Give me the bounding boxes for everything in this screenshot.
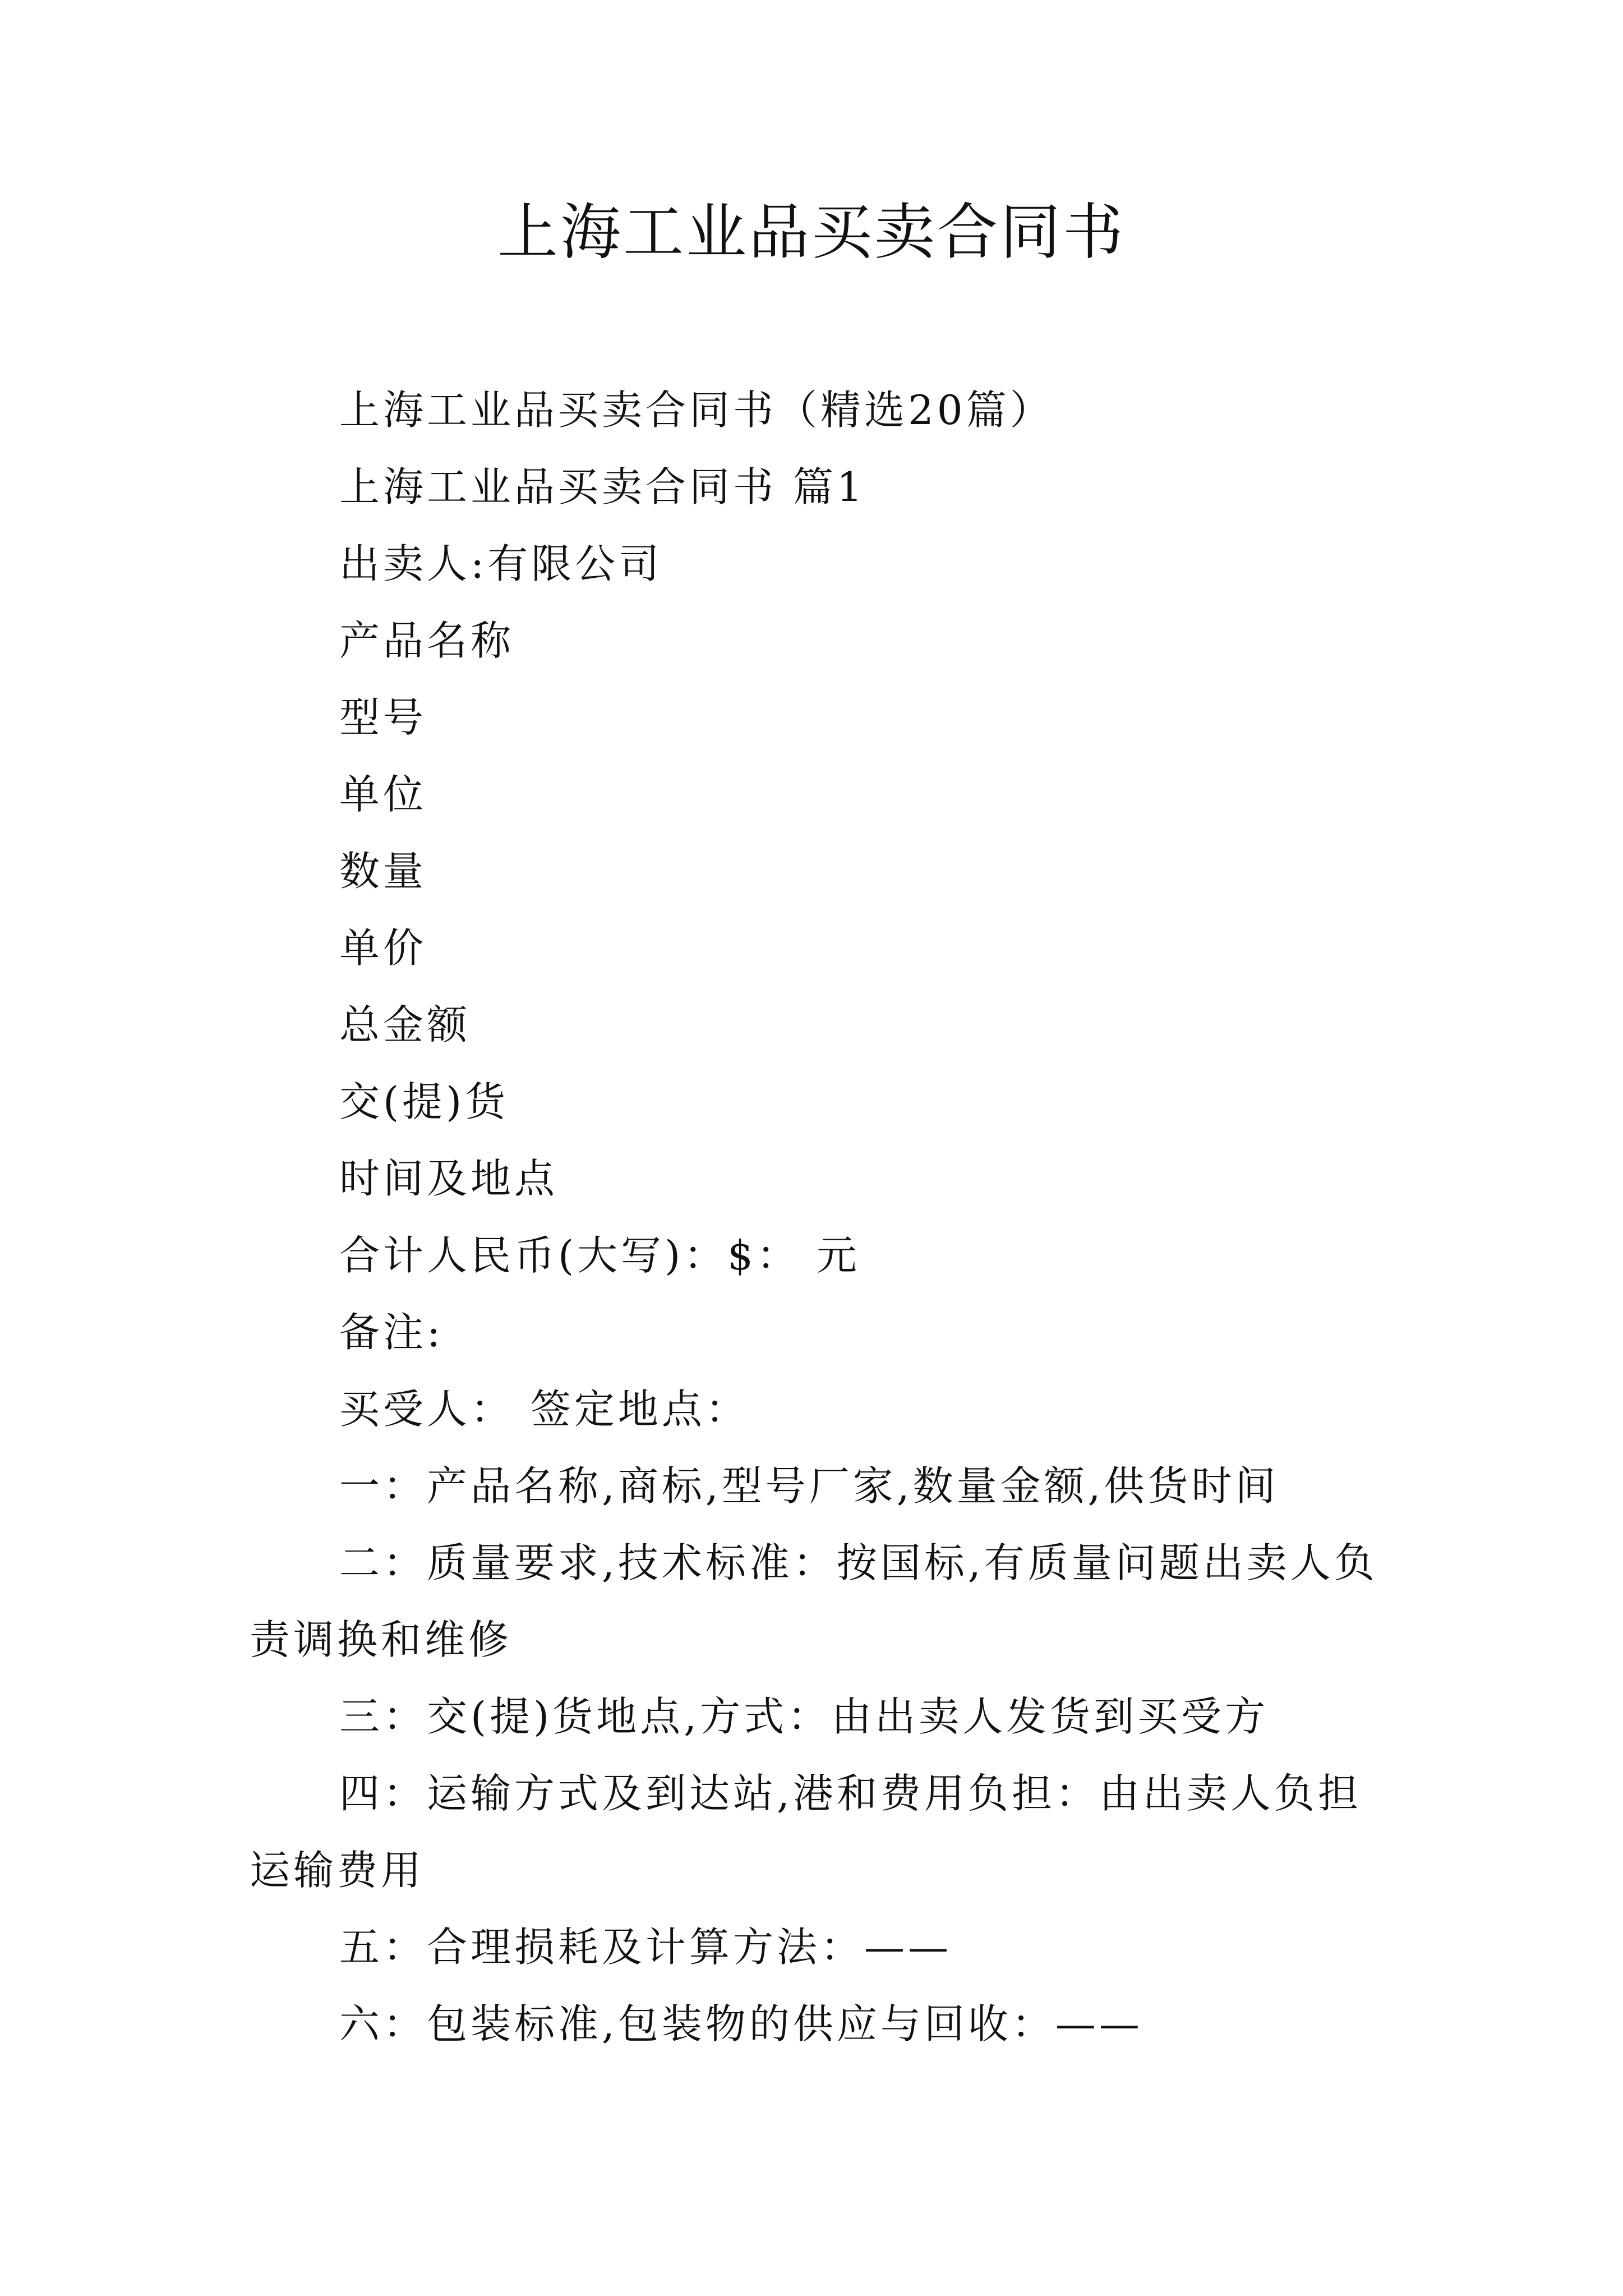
field-total-rmb: 合计人民币(大写)：$： 元 [339,1232,860,1279]
field-unit-price: 单价 [339,924,427,972]
clause-2: 二：质量要求,技术标准：按国标,有质量问题出卖人负责调换和维修 [250,1539,1378,1663]
buyer-line: 买受人： 签定地点： [339,1386,749,1433]
field-model: 型号 [339,694,427,741]
field-quantity: 数量 [339,848,427,895]
clause-5: 五：合理损耗及计算方法：—— [339,1924,952,1971]
field-remarks: 备注: [339,1309,444,1356]
clause-1: 一：产品名称,商标,型号厂家,数量金额,供货时间 [339,1462,1279,1510]
field-unit: 单位 [339,771,427,818]
field-product-name: 产品名称 [339,617,515,664]
document-body [250,372,1394,2063]
subtitle-line: 上海工业品买卖合同书（精选20篇） [339,386,1054,434]
document-title: 上海工业品买卖合同书 [497,197,1126,268]
clause-4: 四：运输方式及到达站,港和费用负担：由出卖人负担运输费用 [250,1770,1362,1894]
seller-line: 出卖人:有限公司 [339,540,663,587]
field-total-amount: 总金额 [339,1001,471,1048]
section-heading: 上海工业品买卖合同书 篇1 [339,463,866,510]
clause-3: 三：交(提)货地点,方式：由出卖人发货到买受方 [339,1693,1269,1740]
field-time-place: 时间及地点 [339,1155,559,1202]
clause-6: 六：包装标准,包装物的供应与回收：—— [339,2000,1143,2047]
field-delivery: 交(提)货 [339,1078,509,1125]
